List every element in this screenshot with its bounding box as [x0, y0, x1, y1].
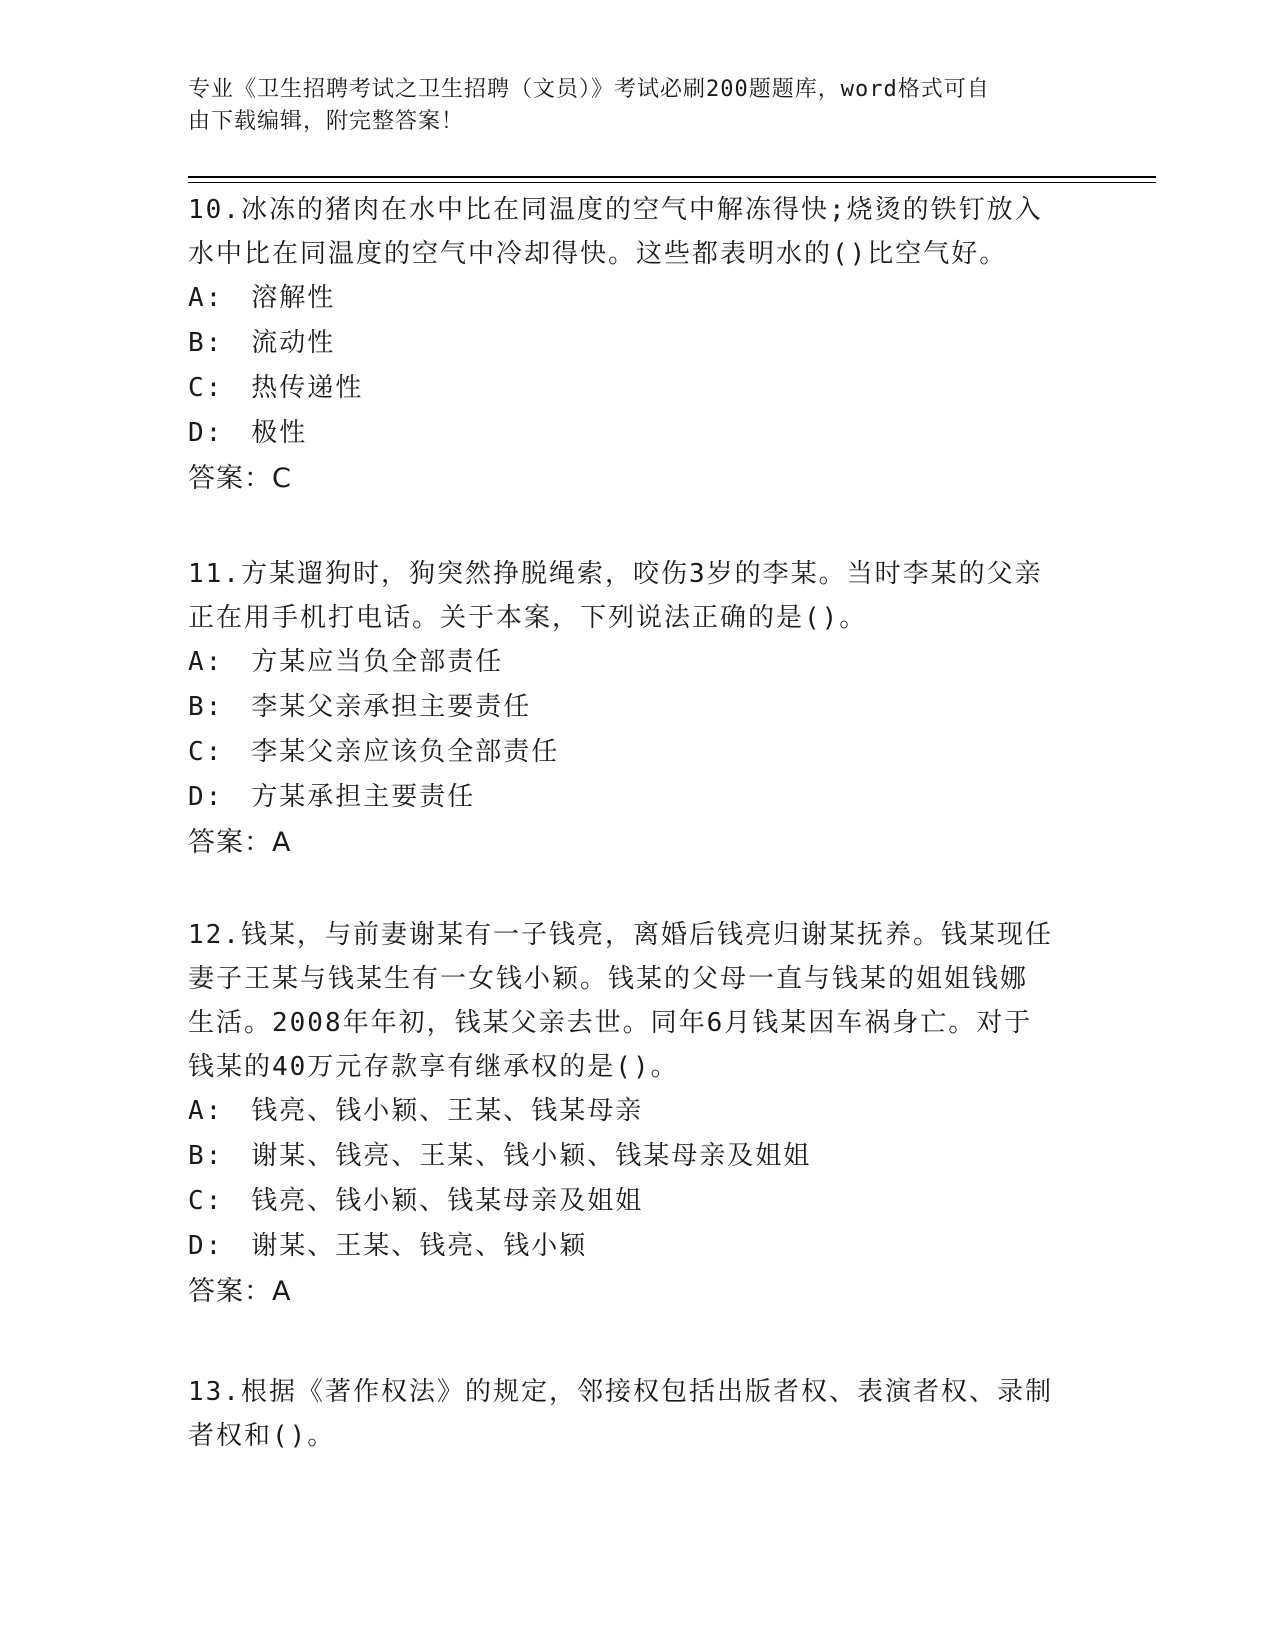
question-10 [188, 188, 1068, 502]
option-b: B: 谢某、钱亮、王某、钱小颖、钱某母亲及姐姐 [188, 1141, 812, 1171]
option-d: D: 方某承担主要责任 [188, 782, 476, 812]
option-a: A: 方某应当负全部责任 [188, 647, 504, 677]
stem-line: 12.钱某，与前妻谢某有一子钱亮，离婚后钱亮归谢某抚养。钱某现任 [188, 920, 1053, 950]
question-11 [188, 552, 1068, 866]
question-13 [188, 1370, 1068, 1458]
stem-line: 生活。2008年年初，钱某父亲去世。同年6月钱某因车祸身亡。对于 [188, 1008, 1033, 1038]
header-line-1: 专业《卫生招聘考试之卫生招聘（文员）》考试必刷200题题库，word格式可自 [188, 77, 990, 102]
option-b: B: 流动性 [188, 328, 336, 358]
option-a: A: 溶解性 [188, 283, 336, 313]
document-header [188, 74, 1078, 138]
stem-line: 13.根据《著作权法》的规定，邻接权包括出版者权、表演者权、录制 [188, 1377, 1053, 1407]
question-stem [188, 552, 1068, 640]
answer-line: 答案：A [188, 827, 292, 858]
stem-line: 正在用手机打电话。关于本案，下列说法正确的是()。 [188, 603, 868, 633]
question-stem [188, 188, 1068, 276]
option-c: C: 李某父亲应该负全部责任 [188, 737, 560, 767]
stem-line: 11.方某遛狗时，狗突然挣脱绳索，咬伤3岁的李某。当时李某的父亲 [188, 559, 1043, 589]
question-stem [188, 913, 1068, 1089]
header-line-2: 由下载编辑，附完整答案！ [188, 109, 465, 134]
header-divider-thick [188, 176, 1156, 178]
stem-line: 妻子王某与钱某生有一女钱小颖。钱某的父母一直与钱某的姐姐钱娜 [188, 964, 1029, 994]
option-a: A: 钱亮、钱小颖、王某、钱某母亲 [188, 1096, 644, 1126]
option-b: B: 李某父亲承担主要责任 [188, 692, 532, 722]
option-c: C: 钱亮、钱小颖、钱某母亲及姐姐 [188, 1186, 644, 1216]
option-d: D: 谢某、王某、钱亮、钱小颖 [188, 1231, 588, 1261]
stem-line: 水中比在同温度的空气中冷却得快。这些都表明水的()比空气好。 [188, 239, 1008, 269]
stem-line: 钱某的40万元存款享有继承权的是()。 [188, 1052, 679, 1082]
answer-line: 答案：C [188, 463, 292, 494]
stem-line: 10.冰冻的猪肉在水中比在同温度的空气中解冻得快;烧烫的铁钉放入 [188, 195, 1043, 225]
question-12 [188, 913, 1068, 1315]
header-divider-thin [188, 182, 1156, 183]
answer-line: 答案：A [188, 1276, 292, 1307]
option-c: C: 热传递性 [188, 373, 364, 403]
stem-line: 者权和()。 [188, 1421, 336, 1451]
option-d: D: 极性 [188, 418, 308, 448]
question-stem [188, 1370, 1068, 1458]
